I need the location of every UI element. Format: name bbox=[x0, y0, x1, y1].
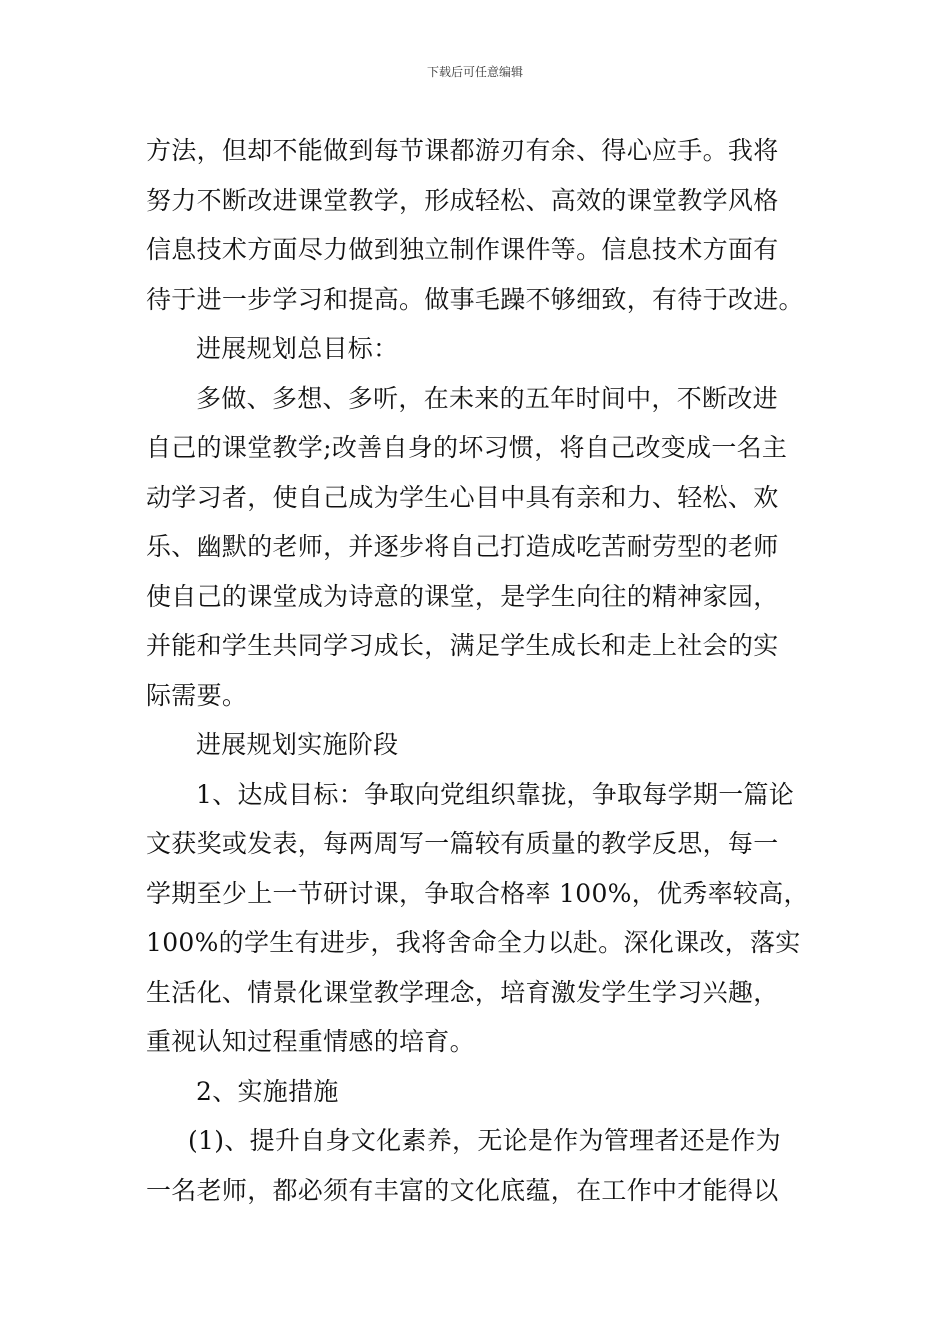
text-line: 100%的学生有进步，我将舍命全力以赴。深化课改，落实 bbox=[146, 928, 801, 957]
text-line: 待于进一步学习和提高。做事毛躁不够细致，有待于改进。 bbox=[146, 284, 804, 314]
text-line: 际需要。 bbox=[146, 680, 248, 710]
text-line: 学期至少上一节研讨课，争取合格率 100%，优秀率较高， bbox=[146, 878, 809, 908]
text-line: 文获奖或发表，每两周写一篇较有质量的教学反思，每一 bbox=[146, 829, 779, 858]
text-line: 1、达成目标：争取向党组织靠拢，争取每学期一篇论 bbox=[196, 779, 795, 809]
text-line: 并能和学生共同学习成长，满足学生成长和走上社会的实 bbox=[146, 631, 779, 660]
text-line: 自己的课堂教学;改善自身的坏习惯，将自己改变成一名主 bbox=[146, 433, 788, 462]
text-line: 信息技术方面尽力做到独立制作课件等。信息技术方面有 bbox=[146, 235, 779, 264]
text-line: (1)、提升自身文化素养，无论是作为管理者还是作为 bbox=[188, 1126, 781, 1155]
text-line: 使自己的课堂成为诗意的课堂，是学生向往的精神家园， bbox=[146, 581, 779, 611]
section-heading: 进展规划实施阶段 bbox=[196, 730, 399, 759]
text-line: 重视认知过程重情感的培育。 bbox=[146, 1027, 475, 1056]
text-line: 生活化、情景化课堂教学理念，培育激发学生学习兴趣， bbox=[146, 977, 779, 1007]
text-line: 方法，但却不能做到每节课都游刃有余、得心应手。我将 bbox=[146, 136, 779, 165]
text-line: 一名老师，都必须有丰富的文化底蕴，在工作中才能得以 bbox=[146, 1175, 779, 1205]
section-heading: 2、实施措施 bbox=[196, 1076, 339, 1106]
text-line: 乐、幽默的老师，并逐步将自己打造成吃苦耐劳型的老师 bbox=[146, 532, 779, 561]
text-line: 动学习者，使自己成为学生心目中具有亲和力、轻松、欢 bbox=[146, 482, 779, 512]
text-line: 努力不断改进课堂教学，形成轻松、高效的课堂教学风格 bbox=[146, 185, 779, 215]
page-header: 下载后可任意编辑 bbox=[426, 65, 523, 79]
text-line: 多做、多想、多听，在未来的五年时间中，不断改进 bbox=[196, 383, 778, 413]
document-body bbox=[146, 126, 836, 1215]
section-heading: 进展规划总目标： bbox=[196, 334, 399, 363]
